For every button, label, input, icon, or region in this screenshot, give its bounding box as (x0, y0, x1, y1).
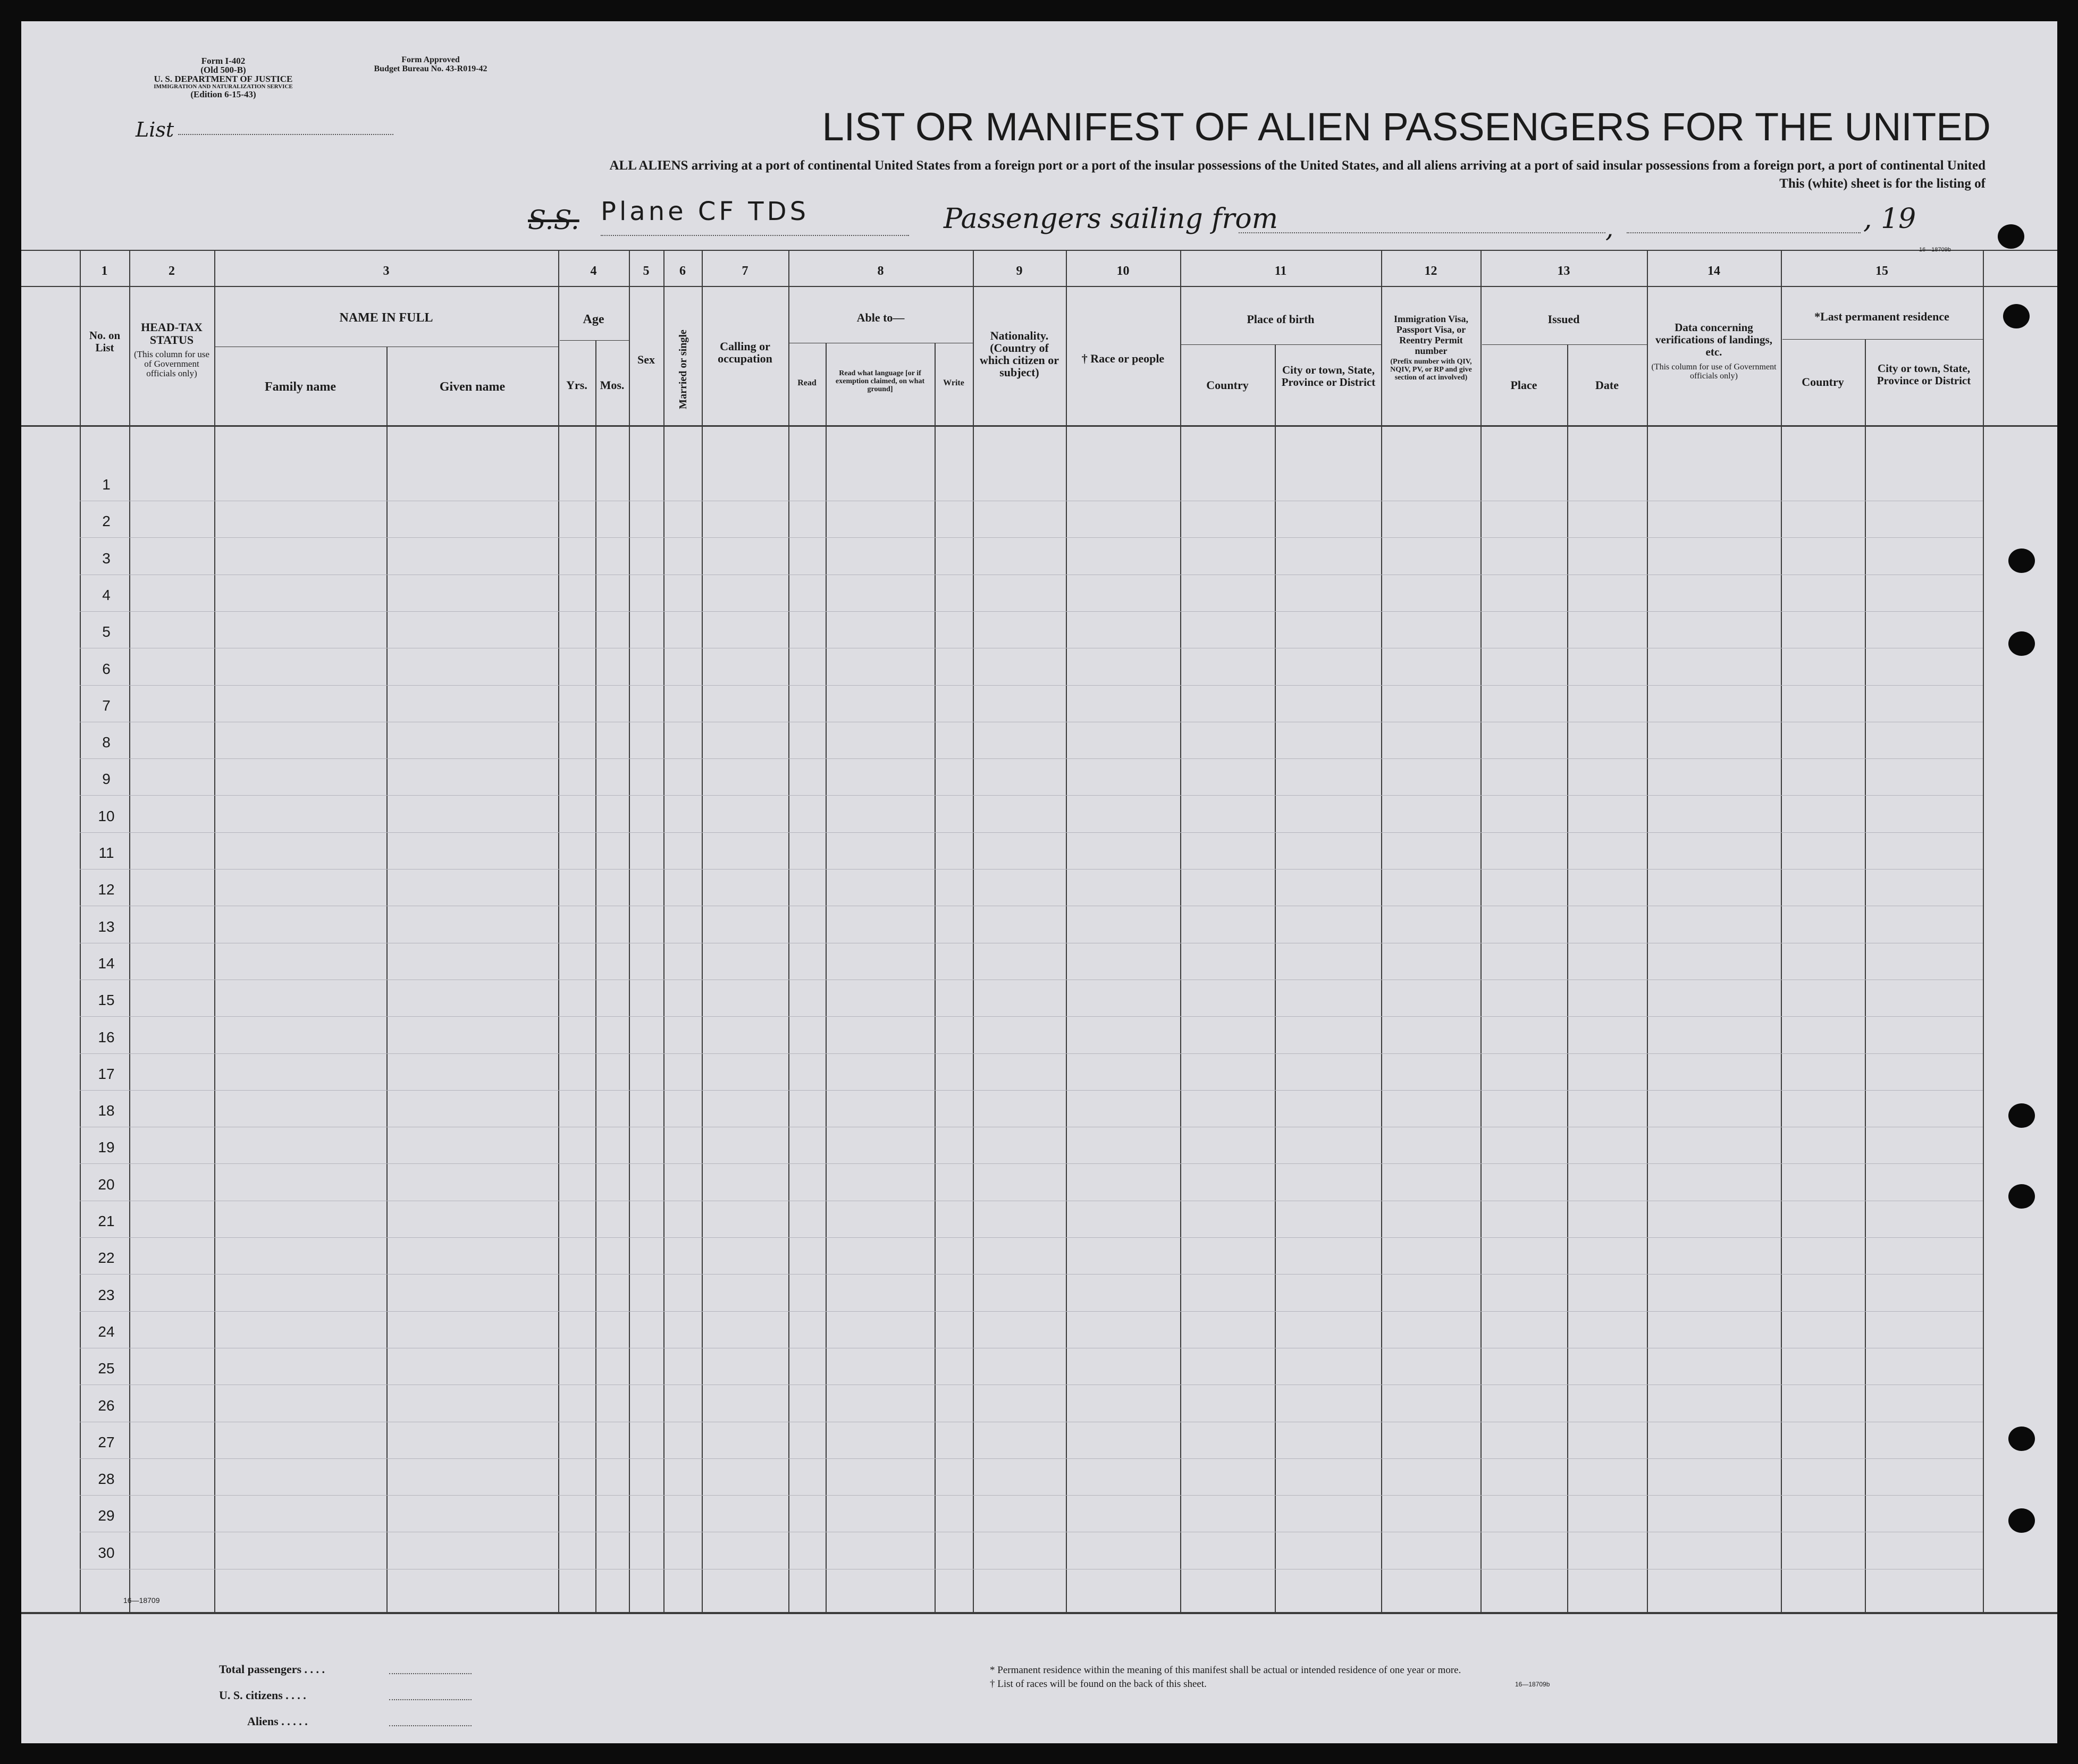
form-approved: Form Approved (401, 55, 460, 64)
birth-subheader-line (1181, 344, 1382, 345)
col-num-12: 12 (1424, 264, 1437, 278)
col-line (1066, 250, 1067, 1613)
row-number: 7 (102, 697, 111, 714)
header-name-in-full: NAME IN FULL (339, 311, 433, 325)
row-number: 20 (98, 1176, 115, 1193)
punch-hole (2003, 304, 2030, 328)
col-line (1647, 250, 1648, 1613)
ss-label: S.S. (528, 205, 579, 235)
page-title: LIST OR MANIFEST OF ALIEN PASSENGERS FOR THE UNITED (822, 105, 1991, 149)
row-number: 1 (102, 476, 111, 493)
col-line (558, 250, 559, 1613)
row-number: 16 (98, 1028, 115, 1045)
total-passengers-label: Total passengers . . . . (219, 1662, 325, 1676)
list-number-field[interactable] (178, 134, 393, 135)
row-line (80, 685, 1983, 686)
col-line (595, 340, 596, 1613)
col-num-7: 7 (742, 264, 748, 278)
col-line (702, 250, 703, 1613)
residence-subheader-line (1782, 339, 1983, 340)
col-line (1567, 344, 1568, 1613)
header-age-mos: Mos. (600, 378, 625, 392)
aliens-field[interactable] (389, 1725, 472, 1726)
punch-hole (2008, 1184, 2035, 1209)
row-number: 12 (98, 881, 115, 898)
row-number: 21 (98, 1213, 115, 1229)
header-visa (1383, 314, 1479, 382)
col-line (1381, 250, 1382, 1613)
row-line (80, 1163, 1983, 1164)
row-number: 6 (102, 660, 111, 677)
header-given-name: Given name (439, 380, 506, 394)
header-no-on-list: No. on List (89, 329, 121, 354)
header-bottom-border (21, 425, 2057, 427)
manifest-sheet (21, 21, 2057, 1743)
row-number: 17 (98, 1065, 115, 1082)
col-line (214, 250, 215, 1613)
row-number: 9 (102, 771, 111, 788)
aliens-label: Aliens . . . . . (247, 1715, 308, 1728)
col-line (1275, 344, 1276, 1613)
header-birth-country: Country (1206, 378, 1249, 392)
row-number: 24 (98, 1323, 115, 1340)
row-line (80, 795, 1983, 796)
col-num-13: 13 (1557, 264, 1570, 278)
row-line (80, 832, 1983, 833)
row-number: 14 (98, 955, 115, 972)
row-number: 27 (98, 1433, 115, 1450)
row-line (80, 1090, 1983, 1091)
header-race: † Race or people (1081, 352, 1165, 365)
row-line (80, 1458, 1983, 1459)
header-nationality: Nationality. (Country of which citizen or subject) (979, 329, 1059, 379)
year-field[interactable]: , 19 (1863, 203, 1916, 235)
approval-block (351, 55, 510, 73)
punch-hole (1998, 224, 2024, 249)
col-num-3: 3 (383, 264, 390, 278)
row-line (80, 1237, 1983, 1238)
punch-hole (2008, 1103, 2035, 1128)
header-verifications (1649, 322, 1779, 381)
visa-note: (Prefix number with QIV, NQIV, PV, or RP and give section of act involved) (1390, 358, 1472, 382)
header-issued-place: Place (1510, 378, 1537, 392)
department: U. S. DEPARTMENT OF JUSTICE (154, 74, 293, 84)
head-tax-note: (This column for use of Government officials only) (133, 349, 210, 378)
header-place-of-birth: Place of birth (1247, 313, 1315, 326)
verifications-note: (This column for use of Government officials only) (1651, 362, 1777, 381)
col-num-10: 10 (1116, 264, 1130, 278)
header-head-tax (131, 321, 213, 378)
header-sex: Sex (637, 353, 655, 366)
visa-title: Immigration Visa, Passport Visa, or Reentry Permit number (1393, 314, 1468, 356)
header-number-row-border (21, 286, 2057, 287)
row-number: 8 (102, 734, 111, 751)
row-number: 29 (98, 1507, 115, 1524)
col-num-9: 9 (1016, 264, 1023, 278)
col-line (1983, 250, 1984, 1613)
row-line (80, 1495, 1983, 1496)
age-subheader-line (560, 340, 629, 341)
header-calling: Calling or occupation (718, 340, 772, 365)
col-line (826, 343, 827, 1613)
row-number: 18 (98, 1102, 115, 1119)
sailing-port-field[interactable] (1239, 232, 1605, 233)
col-line (935, 343, 936, 1613)
punch-hole (2008, 631, 2035, 656)
list-label: List (136, 118, 174, 141)
row-line (80, 1016, 1983, 1017)
header-issued-date: Date (1595, 378, 1619, 392)
print-code-right: 16—18709b (1919, 247, 1951, 253)
edition: (Edition 6-15-43) (190, 89, 256, 99)
sailing-date-field[interactable] (1627, 232, 1861, 233)
header-read-language: Read what language [or if exemption claimed, on what ground] (835, 369, 925, 393)
col-num-2: 2 (169, 264, 175, 278)
col-num-1: 1 (101, 264, 108, 278)
row-line (80, 869, 1983, 870)
vessel-name-field[interactable]: Plane CF TDS (601, 197, 909, 236)
footnote-races: † List of races will be found on the back of this sheet. (990, 1678, 1207, 1690)
row-number: 23 (98, 1286, 115, 1303)
row-line (80, 758, 1983, 759)
year-prefix: 19 (1881, 203, 1916, 235)
row-number: 5 (102, 623, 111, 640)
footnote-residence: * Permanent residence within the meaning of this manifest shall be actual or intended residence of one year or more. (990, 1665, 1461, 1676)
row-number: 30 (98, 1544, 115, 1561)
row-number: 25 (98, 1360, 115, 1377)
row-line (80, 1053, 1983, 1054)
print-code: 16—18709 (123, 1596, 160, 1605)
service-name: IMMIGRATION AND NATURALIZATION SERVICE (154, 83, 293, 90)
header-married-single: Married or single (677, 330, 689, 409)
us-citizens-label: U. S. citizens . . . . (219, 1689, 306, 1702)
header-write: Write (943, 378, 964, 387)
row-line (80, 1311, 1983, 1312)
col-num-8: 8 (877, 264, 884, 278)
subtitle-line-1: ALL ALIENS arriving at a port of continental United States from a foreign port or a port of the insular possessions of the United States, and all aliens arriving at a port of said insular possessions from a foreign port, a port of continental United (609, 158, 1986, 173)
subtitle-line-2: This (white) sheet is for the listing of (1779, 176, 1986, 191)
row-number: 4 (102, 586, 111, 603)
col-num-6: 6 (679, 264, 686, 278)
sailing-from-label: Passengers sailing from (944, 203, 1278, 235)
row-number: 3 (102, 550, 111, 567)
header-birth-city: City or town, State, Province or District (1281, 364, 1376, 389)
punch-hole (2008, 1508, 2035, 1533)
row-number: 15 (98, 992, 115, 1009)
header-residence-country: Country (1802, 375, 1844, 389)
header-age-yrs: Yrs. (566, 378, 587, 392)
verifications-title: Data concerning verifications of landings, etc. (1655, 321, 1772, 358)
header-read: Read (797, 378, 817, 387)
header-age: Age (583, 313, 604, 326)
row-line (80, 611, 1983, 612)
col-line (629, 250, 630, 1613)
header-able-to: Able to— (856, 311, 905, 324)
print-code-footer: 16—18709b (1515, 1681, 1550, 1688)
header-family-name: Family name (265, 380, 336, 394)
row-number: 2 (102, 513, 111, 530)
col-line (973, 250, 974, 1613)
row-line (80, 537, 1983, 538)
row-number: 22 (98, 1250, 115, 1267)
budget-number: Budget Bureau No. 43-R019-42 (374, 64, 487, 73)
comma: , (1605, 214, 1614, 243)
col-line (663, 250, 664, 1613)
row-number: 26 (98, 1397, 115, 1414)
col-line (1480, 250, 1482, 1613)
table-top-border (21, 250, 2057, 251)
form-number: Form I-402 (201, 56, 246, 66)
col-line (788, 250, 789, 1613)
col-num-15: 15 (1875, 264, 1888, 278)
old-form-number: (Old 500-B) (200, 65, 246, 75)
row-line (80, 1274, 1983, 1275)
head-tax-title: HEAD-TAX STATUS (141, 320, 203, 347)
row-number: 19 (98, 1139, 115, 1156)
col-num-5: 5 (643, 264, 650, 278)
header-last-residence: *Last permanent residence (1814, 310, 1949, 323)
us-citizens-field[interactable] (389, 1699, 472, 1700)
header-issued: Issued (1547, 313, 1580, 326)
total-passengers-field[interactable] (389, 1673, 472, 1674)
punch-hole (2008, 1427, 2035, 1451)
issued-subheader-line (1482, 344, 1647, 345)
col-num-4: 4 (590, 264, 597, 278)
row-number: 10 (98, 807, 115, 824)
row-number: 13 (98, 918, 115, 935)
row-number: 28 (98, 1471, 115, 1488)
col-num-14: 14 (1707, 264, 1720, 278)
col-line (1180, 250, 1181, 1613)
punch-hole (2008, 548, 2035, 573)
row-number: 11 (98, 845, 114, 861)
header-residence-city: City or town, State, Province or District (1877, 362, 1971, 387)
col-num-11: 11 (1274, 264, 1287, 278)
col-line (1781, 250, 1782, 1613)
form-id-block (128, 56, 319, 99)
table-bottom-border (21, 1612, 2057, 1614)
